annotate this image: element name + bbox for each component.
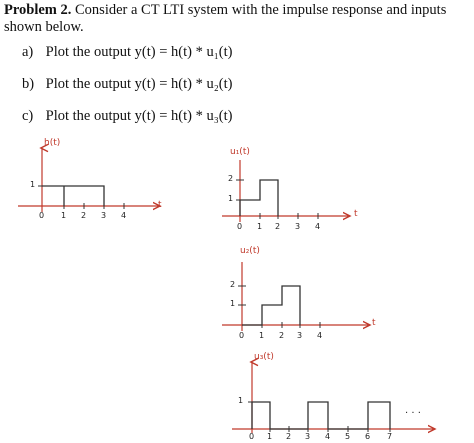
u3-tick-2: 2 <box>286 432 292 441</box>
u2-tick-0: 0 <box>239 331 245 340</box>
u1-title: u₁(t) <box>230 147 250 157</box>
u2-tick-2: 2 <box>279 331 285 340</box>
u3-tick-5: 5 <box>345 432 351 441</box>
u3-tick-4: 4 <box>325 432 331 441</box>
u3-level-1: 1 <box>238 396 244 405</box>
u1-tick-1: 1 <box>257 222 263 231</box>
u2-tick-4: 4 <box>317 331 323 340</box>
u2-signal <box>242 286 300 325</box>
u1-level-1: 1 <box>228 194 234 203</box>
part-c-label: c) <box>22 108 34 124</box>
u3-tick-6: 6 <box>365 432 371 441</box>
h-tick-3: 3 <box>101 211 107 220</box>
u2-axis-label: t <box>372 318 376 328</box>
u1-tick-0: 0 <box>237 222 243 231</box>
h-signal <box>42 186 104 206</box>
sketch-u3 <box>232 362 435 433</box>
part-a-label: a) <box>22 44 34 60</box>
h-tick-4: 4 <box>121 211 127 220</box>
h-axis-label: t <box>158 200 162 210</box>
problem-text: Consider a CT LTI system with the impulse response and inputs shown below. <box>4 2 447 35</box>
part-c-text: Plot the output y(t) = h(t) * u₃(t) <box>45 108 233 124</box>
u2-tick-marks <box>238 286 320 328</box>
u3-title: u₃(t) <box>254 352 274 362</box>
u1-tick-3: 3 <box>295 222 301 231</box>
h-tick-0: 0 <box>39 211 45 220</box>
u2-level-1: 1 <box>230 299 236 308</box>
part-a-text: Plot the output y(t) = h(t) * u₁(t) <box>45 44 233 60</box>
u3-tick-marks <box>248 402 390 432</box>
u2-tick-1: 1 <box>259 331 265 340</box>
sketch-u2 <box>222 262 370 331</box>
sketch-u1 <box>222 160 350 222</box>
u3-tick-7: 7 <box>387 432 393 441</box>
u1-level-2: 2 <box>228 174 234 183</box>
h-title: h(t) <box>44 138 61 148</box>
u2-tick-3: 3 <box>297 331 303 340</box>
u3-tick-3: 3 <box>305 432 311 441</box>
u3-signal <box>252 402 390 429</box>
u2-level-2: 2 <box>230 280 236 289</box>
part-b-text: Plot the output y(t) = h(t) * u₂(t) <box>45 76 233 92</box>
u3-tick-1: 1 <box>267 432 273 441</box>
part-b-label: b) <box>22 76 35 92</box>
h-tick-2: 2 <box>81 211 87 220</box>
h-level-1: 1 <box>30 180 36 189</box>
u1-tick-4: 4 <box>315 222 321 231</box>
problem-number: Problem 2. <box>4 2 72 18</box>
u3-tick-0: 0 <box>249 432 255 441</box>
u1-signal <box>240 180 278 216</box>
u2-title: u₂(t) <box>240 246 260 256</box>
h-tick-1: 1 <box>61 211 67 220</box>
u1-axis-label: t <box>354 209 358 219</box>
sketch-h <box>18 148 160 212</box>
u1-tick-2: 2 <box>275 222 281 231</box>
u3-continuation: · · · <box>405 408 421 419</box>
